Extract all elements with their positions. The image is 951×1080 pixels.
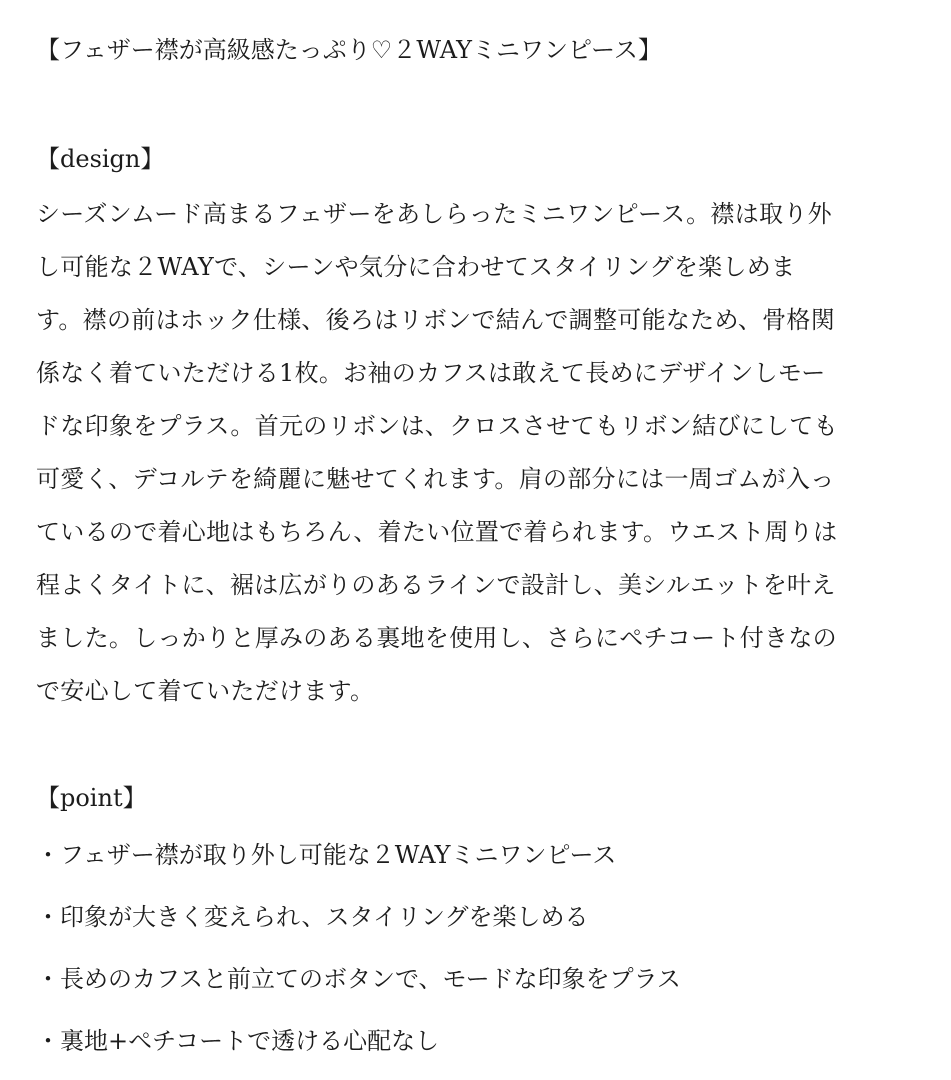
design-line: ドな印象をプラス。首元のリボンは、クロスさせてもリボン結びにしても: [36, 412, 838, 440]
design-line: 程よくタイトに、裾は広がりのあるラインで設計し、美シルエットを叶え: [36, 571, 836, 599]
design-line: し可能な２WAYで、シーンや気分に合わせてスタイリングを楽しめま: [36, 253, 796, 281]
point-list: [36, 824, 681, 1072]
design-heading: 【design】: [36, 145, 165, 173]
design-line: シーズンムード高まるフェザーをあしらったミニワンピース。襟は取り外: [36, 200, 832, 228]
product-title: 【フェザー襟が高級感たっぷり♡２WAYミニワンピース】: [36, 36, 662, 64]
design-line: す。襟の前はホック仕様、後ろはリボンで結んで調整可能なため、骨格関: [36, 306, 836, 334]
list-item: ・フェザー襟が取り外し可能な２WAYミニワンピース: [36, 841, 617, 869]
point-heading: 【point】: [36, 784, 147, 812]
design-line: ました。しっかりと厚みのある裏地を使用し、さらにペチコート付きなの: [36, 624, 837, 652]
design-description: [36, 188, 921, 718]
list-item: ・印象が大きく変えられ、スタイリングを楽しめる: [36, 903, 589, 931]
design-line: 可愛く、デコルテを綺麗に魅せてくれます。肩の部分には一周ゴムが入っ: [36, 465, 835, 493]
design-line: 係なく着ていただける1枚。お袖のカフスは敢えて長めにデザインしモー: [36, 359, 826, 387]
design-line: ているので着心地はもちろん、着たい位置で着られます。ウエスト周りは: [36, 518, 838, 546]
list-item: ・裏地+ペチコートで透ける心配なし: [36, 1027, 440, 1055]
list-item: ・長めのカフスと前立てのボタンで、モードな印象をプラス: [36, 965, 681, 993]
design-line: で安心して着ていただけます。: [36, 677, 375, 705]
